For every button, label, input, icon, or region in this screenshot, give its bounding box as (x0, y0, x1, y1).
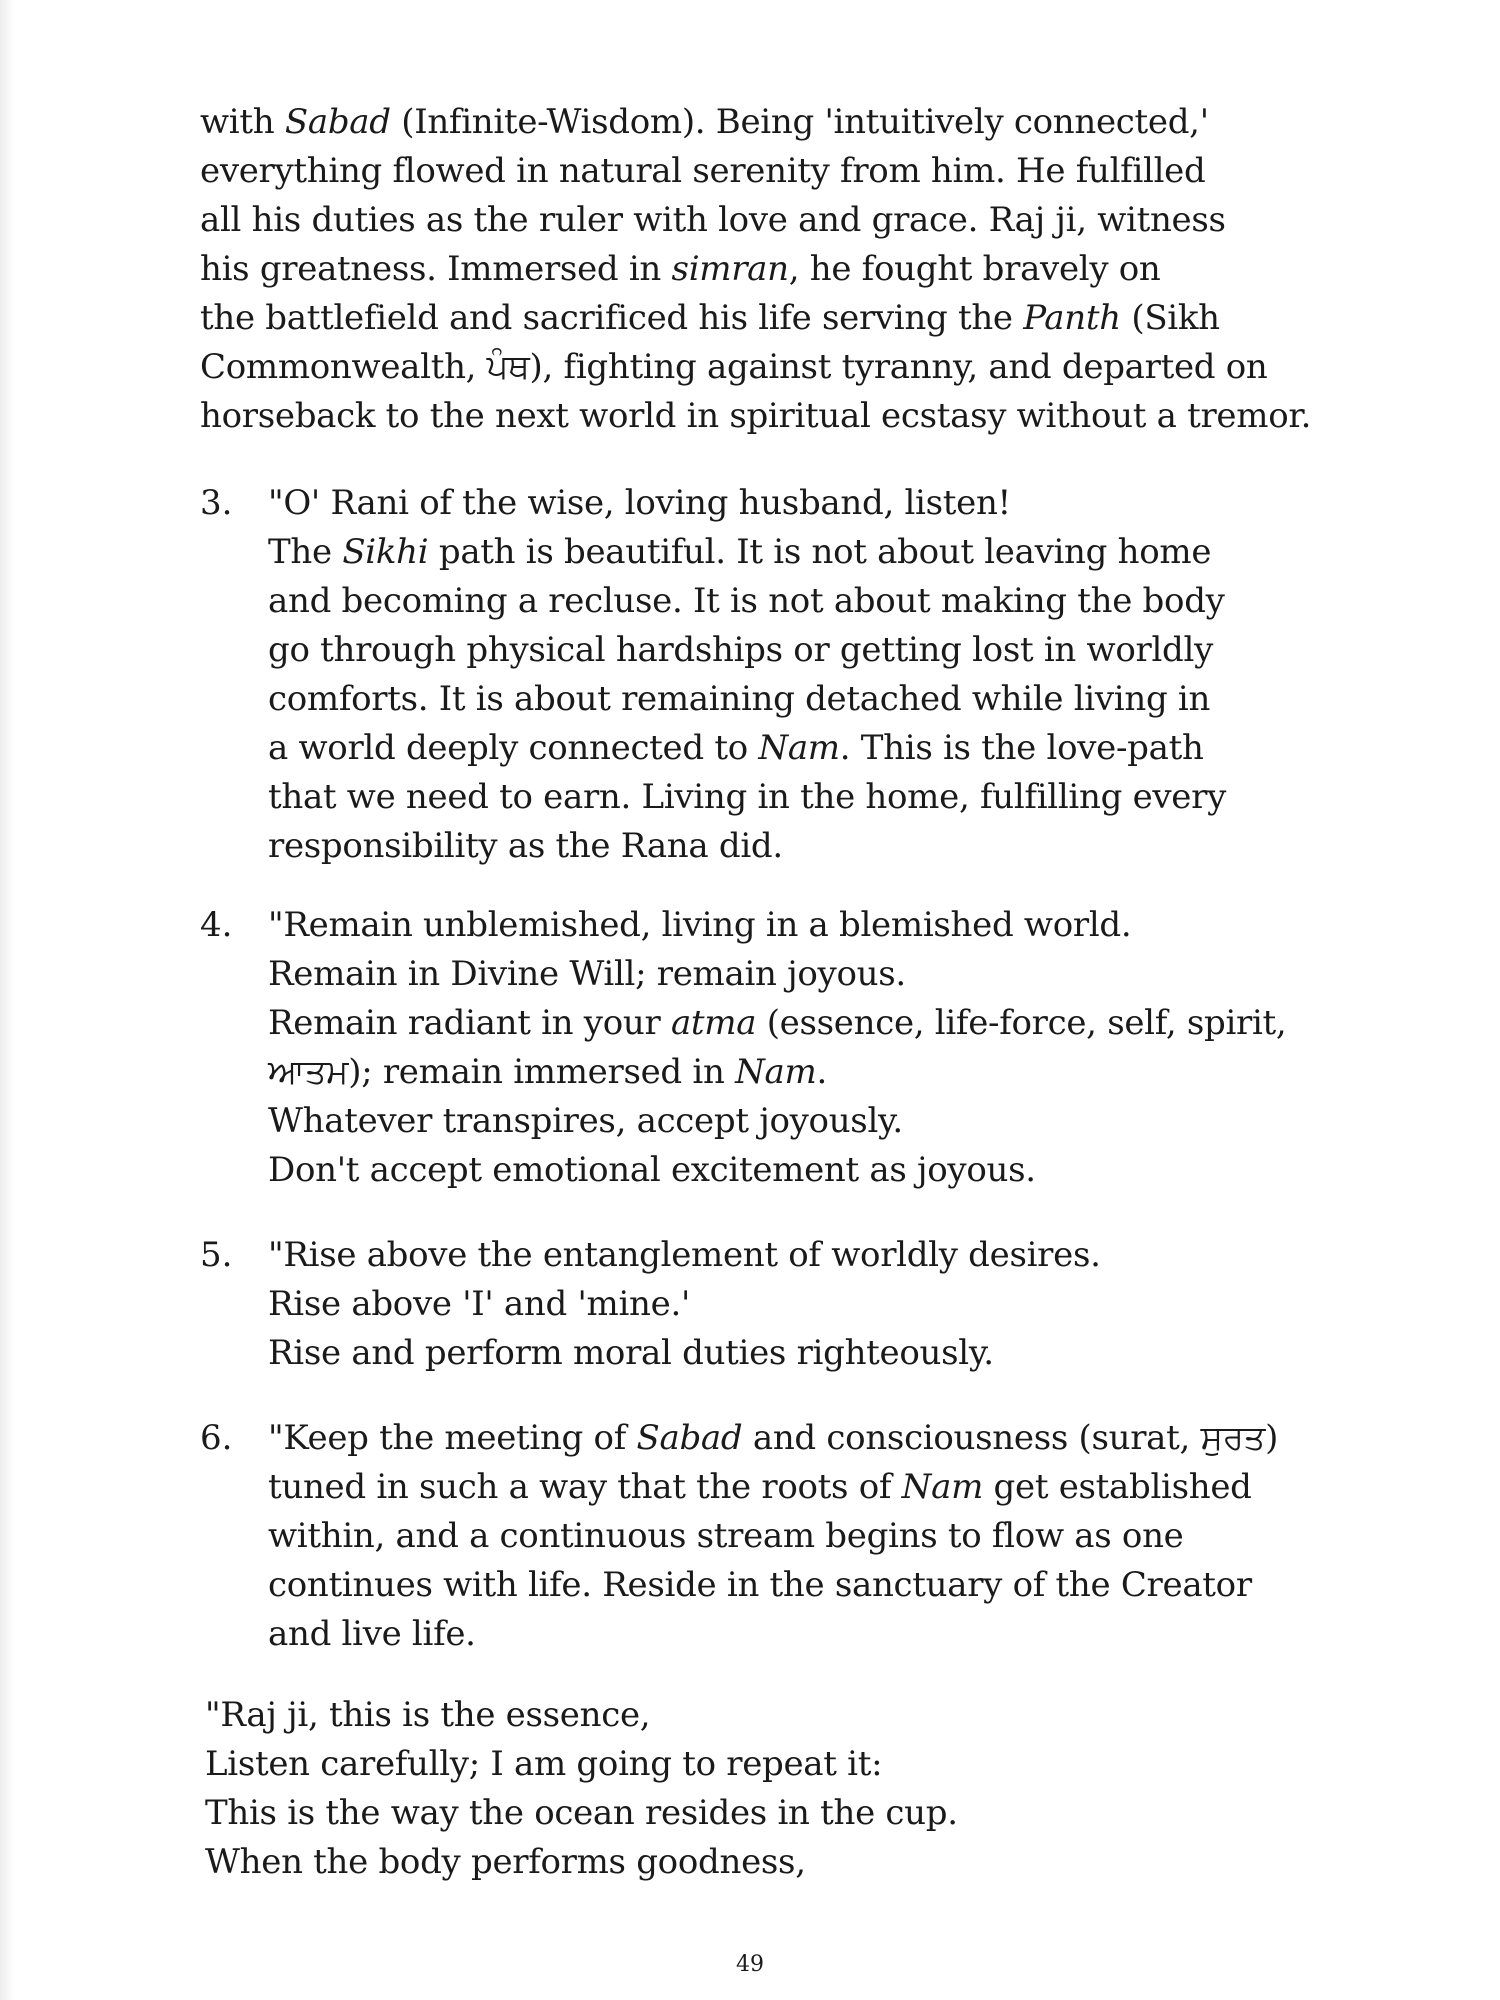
text-line: When the body performs goodness, (205, 1842, 806, 1882)
text-line: responsibility as the Rana did. (268, 826, 783, 866)
text-line: Don't accept emotional excitement as joyous. (268, 1150, 1036, 1190)
text-line: the battlefield and sacrificed his life serving the Panth (Sikh (200, 298, 1220, 338)
text-line: comforts. It is about remaining detached while living in (268, 679, 1211, 719)
text-line: and becoming a recluse. It is not about making the body (268, 581, 1225, 621)
text-line: Rise and perform moral duties righteously. (268, 1333, 994, 1373)
text-line: "Remain unblemished, living in a blemished world. (268, 905, 1132, 945)
text-line: The Sikhi path is beautiful. It is not about leaving home (268, 532, 1212, 572)
text-line: continues with life. Reside in the sanctuary of the Creator (268, 1565, 1252, 1605)
text-line: Remain in Divine Will; remain joyous. (268, 954, 906, 994)
item-number: 3. (200, 483, 233, 523)
text-line: everything flowed in natural serenity from him. He fulfilled (200, 151, 1206, 191)
text-line: Commonwealth, ਪੰਥ), fighting against tyranny, and departed on (200, 347, 1268, 387)
text-line: "Keep the meeting of Sabad and consciousness (surat, ਸੁਰਤ) (268, 1418, 1279, 1458)
text-line: Rise above 'I' and 'mine.' (268, 1284, 690, 1324)
page-number: 49 (736, 1952, 764, 1977)
item-number: 4. (200, 905, 233, 945)
text-line: Remain radiant in your atma (essence, life-force, self, spirit, (268, 1003, 1287, 1043)
text-line: horseback to the next world in spiritual ecstasy without a tremor. (200, 396, 1312, 436)
text-line: go through physical hardships or getting lost in worldly (268, 630, 1213, 670)
text-line: "Raj ji, this is the essence, (205, 1695, 651, 1735)
text-line: and live life. (268, 1614, 476, 1654)
text-line: Listen carefully; I am going to repeat it: (205, 1744, 883, 1784)
text-line: This is the way the ocean resides in the cup. (205, 1793, 958, 1833)
item-number: 6. (200, 1418, 233, 1458)
text-line: "Rise above the entanglement of worldly desires. (268, 1235, 1101, 1275)
text-line: Whatever transpires, accept joyously. (268, 1101, 903, 1141)
text-line: "O' Rani of the wise, loving husband, listen! (268, 483, 1011, 523)
text-line: within, and a continuous stream begins to flow as one (268, 1516, 1184, 1556)
text-line: tuned in such a way that the roots of Nam get established (268, 1467, 1252, 1507)
text-line: with Sabad (Infinite-Wisdom). Being 'intuitively connected,' (200, 102, 1209, 142)
text-line: ਆਤਮ); remain immersed in Nam. (268, 1052, 827, 1092)
item-number: 5. (200, 1235, 233, 1275)
text-line: his greatness. Immersed in simran, he fought bravely on (200, 249, 1161, 289)
text-line: all his duties as the ruler with love and grace. Raj ji, witness (200, 200, 1226, 240)
text-line: a world deeply connected to Nam. This is the love-path (268, 728, 1204, 768)
text-line: that we need to earn. Living in the home, fulfilling every (268, 777, 1226, 817)
